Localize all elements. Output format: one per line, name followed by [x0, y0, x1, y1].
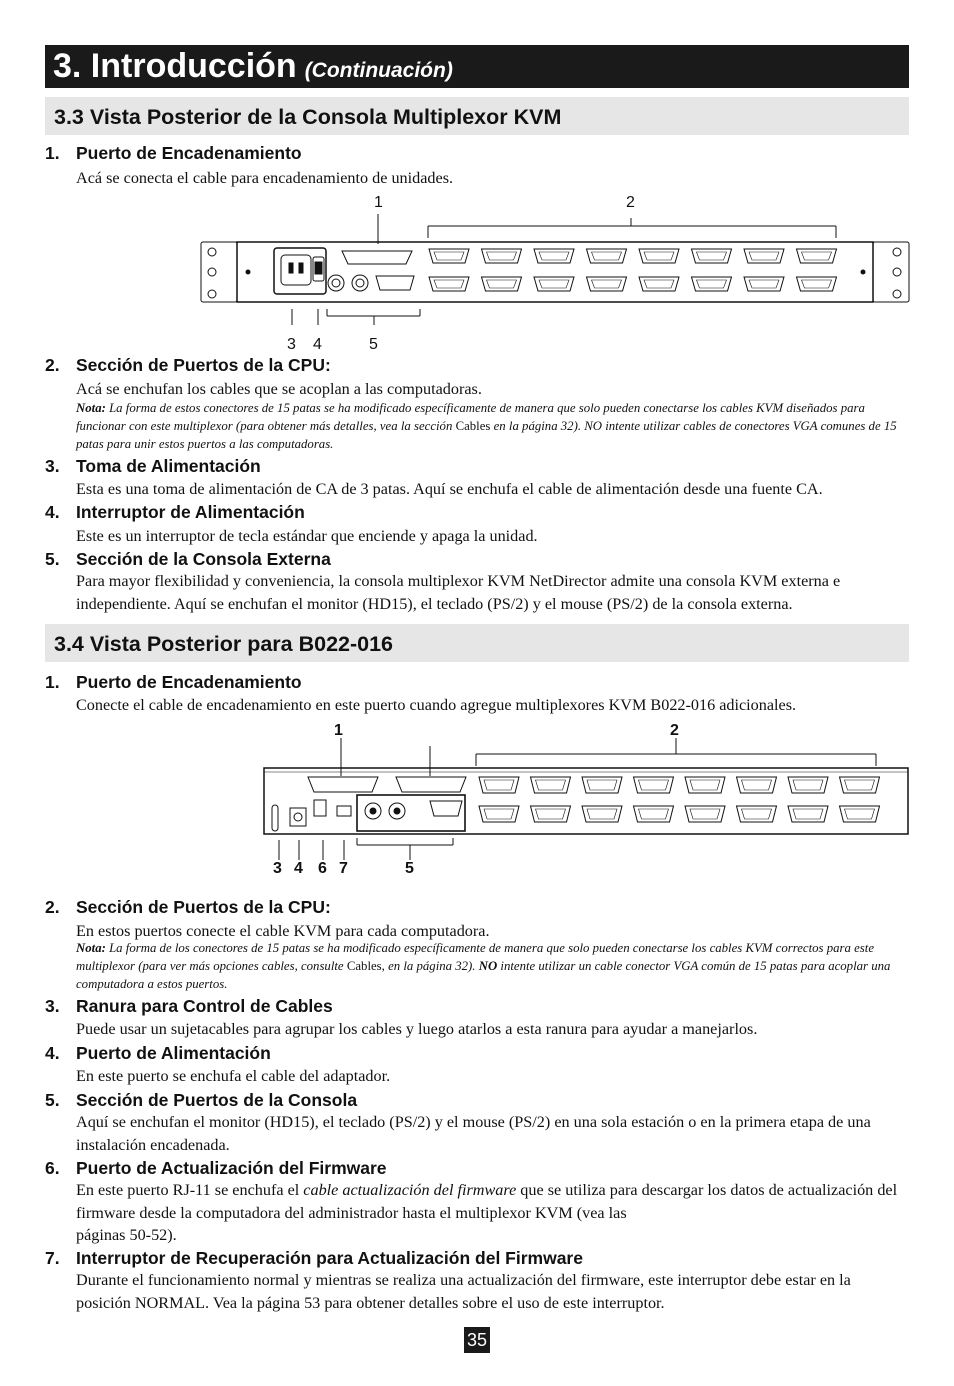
cpu-port-13 — [639, 277, 679, 291]
firmware-port — [314, 800, 326, 816]
s33-item5-body: Para mayor flexibilidad y conveniencia, la consola multiplexor KVM NetDirector admite una consola KVM externa e independiente. Aquí se enchufan el monitor (HD15), el teclado (PS/2) y el mouse (PS/2) de la consola externa. — [76, 572, 841, 613]
console-vga-port — [376, 276, 414, 290]
cpu-port-6 — [692, 249, 732, 263]
cpu-port-7 — [744, 249, 784, 263]
s34-item3-body: Puede usar un sujetacables para agrupar los cables y luego atarlos a esta ranura para ayudar a manejarlos. — [76, 1020, 758, 1038]
firmware-switch — [337, 806, 351, 816]
s34-callout-4: 4 — [294, 860, 303, 877]
chain-port — [342, 251, 412, 264]
s34-item1-body: Conecte el cable de encadenamiento en este puerto cuando agregue multiplexores KVM B022-016 adicionales. — [76, 696, 797, 714]
s33-item4-body: Este es un interruptor de tecla estándar que enciende y apaga la unidad. — [76, 527, 538, 545]
s33-item2-heading: 2. Sección de Puertos de la CPU: — [45, 355, 331, 375]
cpu-port-8 — [797, 249, 837, 263]
cpu-port-3 — [534, 249, 574, 263]
s34-callout-6: 6 — [318, 860, 327, 877]
cpu-port-11 — [582, 806, 622, 822]
cpu-port-12 — [587, 277, 627, 291]
s34-item7-body: Durante el funcionamiento normal y mientras se realiza una actualización del firmware, este interruptor debe estar en la posición NORMAL. Vea la página 53 para obtener detalles sobre el uso de este interruptor. — [76, 1271, 851, 1312]
s33-callout-2: 2 — [626, 194, 635, 211]
rear-panel-diagram-b022-016 — [0, 720, 954, 900]
cpu-port-6 — [737, 777, 777, 793]
cpu-port-5 — [639, 249, 679, 263]
s33-item2-body: Acá se enchufan los cables que se acoplan a las computadoras. — [76, 380, 482, 398]
chassis — [237, 242, 873, 302]
cpu-port-2 — [531, 777, 571, 793]
s34-item2-body: En estos puertos conecte el cable KVM para cada computadora. — [76, 922, 490, 940]
cpu-port-8 — [840, 777, 880, 793]
chapter-subtitle: (Continuación) — [304, 59, 453, 82]
cpu-port-4 — [634, 777, 674, 793]
s33-callout-3: 3 — [287, 336, 296, 353]
cpu-port-7 — [788, 777, 828, 793]
cpu-port-12 — [634, 806, 674, 822]
s34-callout-7: 7 — [339, 860, 348, 877]
power-port — [290, 808, 306, 826]
s34-item6-heading: 6. Puerto de Actualización del Firmware — [45, 1158, 387, 1178]
s34-item4-body: En este puerto se enchufa el cable del adaptador. — [76, 1067, 391, 1085]
s33-callout-4: 4 — [313, 336, 322, 353]
s34-item3-heading: 3. Ranura para Control de Cables — [45, 996, 333, 1016]
s34-item5-heading: 5. Sección de Puertos de la Consola — [45, 1090, 358, 1110]
s34-item5-body: Aquí se enchufan el monitor (HD15), el teclado (PS/2) y el mouse (PS/2) en una sola estación o en la primera etapa de una instalación encadenada. — [76, 1113, 871, 1154]
cpu-port-15 — [744, 277, 784, 291]
cpu-port-1 — [479, 777, 519, 793]
ps2-port-2 — [352, 275, 368, 291]
s33-item3-heading: 3. Toma de Alimentación — [45, 456, 261, 476]
s33-callout-1: 1 — [374, 194, 383, 211]
ps2-port-1 — [328, 275, 344, 291]
cpu-port-14 — [692, 277, 732, 291]
cpu-port-5 — [685, 777, 725, 793]
s34-callout-2: 2 — [670, 722, 679, 739]
cpu-port-grid-console — [429, 249, 837, 291]
cpu-port-2 — [482, 249, 522, 263]
s34-item2-note: Nota: La forma de los conectores de 15 patas se ha modificado específicamente de manera que solo pueden conectarse los cables KVM correctos para este multiplexor (para ver más opciones cables, consulte Cables, en la página 32). NO intente utilizar un cable conector VGA común de 15 patas para acoplar una computadora a estos puertos. — [76, 941, 891, 991]
s33-item2-note: Nota: La forma de estos conectores de 15 patas se ha modificado específicamente de manera que solo pueden conectarse los cables KVM diseñados para funcionar con este multiplexor (para obtener más detalles, vea la sección Cables en la página 32). NO intente utilizar cables de conectores VGA comunes de 15 patas para unir estos puertos a las computadoras. — [76, 401, 897, 451]
cpu-port-16 — [797, 277, 837, 291]
cpu-port-14 — [737, 806, 777, 822]
cpu-port-1 — [429, 249, 469, 263]
rear-panel-diagram-console — [0, 0, 954, 360]
right-rack-ear — [873, 242, 909, 302]
s34-callout-5: 5 — [405, 860, 414, 877]
cpu-port-4 — [587, 249, 627, 263]
s34-callout-3: 3 — [273, 860, 282, 877]
s33-item1-body: Acá se conecta el cable para encadenamiento de unidades. — [76, 169, 454, 187]
section-3-3-heading: 3.3 Vista Posterior de la Consola Multiplexor KVM — [45, 97, 909, 135]
chassis-b022 — [264, 768, 908, 834]
cpu-port-9 — [429, 277, 469, 291]
chain-port-2-b022 — [396, 777, 466, 792]
page-number: 35 — [464, 1327, 490, 1353]
cpu-port-9 — [479, 806, 519, 822]
cpu-port-3 — [582, 777, 622, 793]
console-vga-b022 — [430, 801, 462, 816]
s34-item4-heading: 4. Puerto de Alimentación — [45, 1043, 271, 1063]
cpu-port-grid-b022 — [479, 777, 880, 822]
s34-item1-heading: 1. Puerto de Encadenamiento — [45, 672, 302, 692]
cpu-port-11 — [534, 277, 574, 291]
chain-port-b022 — [308, 777, 378, 792]
s34-item7-heading: 7. Interruptor de Recuperación para Actualización del Firmware — [45, 1248, 583, 1268]
s34-item6-body: En este puerto RJ-11 se enchufa el cable actualización del firmware que se utiliza para descargar los datos de actualización del firmware desde la computadora del administrador hasta el multiplexor KVM (vea las páginas 50-52). — [76, 1181, 898, 1244]
s33-item4-heading: 4. Interruptor de Alimentación — [45, 502, 305, 522]
chapter-title: 3. Introducción — [53, 47, 297, 85]
s33-item1-heading: 1. Puerto de Encadenamiento — [45, 143, 302, 163]
s33-item5-heading: 5. Sección de la Consola Externa — [45, 549, 331, 569]
cpu-port-10 — [482, 277, 522, 291]
cpu-port-13 — [685, 806, 725, 822]
cpu-port-15 — [788, 806, 828, 822]
s33-callout-5: 5 — [369, 336, 378, 353]
left-rack-ear — [201, 242, 237, 302]
s34-item2-heading: 2. Sección de Puertos de la CPU: — [45, 897, 331, 917]
cpu-port-16 — [840, 806, 880, 822]
cpu-port-10 — [531, 806, 571, 822]
section-3-4-heading: 3.4 Vista Posterior para B022-016 — [45, 624, 909, 662]
s34-callout-1: 1 — [334, 722, 343, 739]
s33-item3-body: Esta es una toma de alimentación de CA de 3 patas. Aquí se enchufa el cable de alimentación desde una fuente CA. — [76, 480, 823, 498]
cable-slot — [272, 805, 278, 831]
